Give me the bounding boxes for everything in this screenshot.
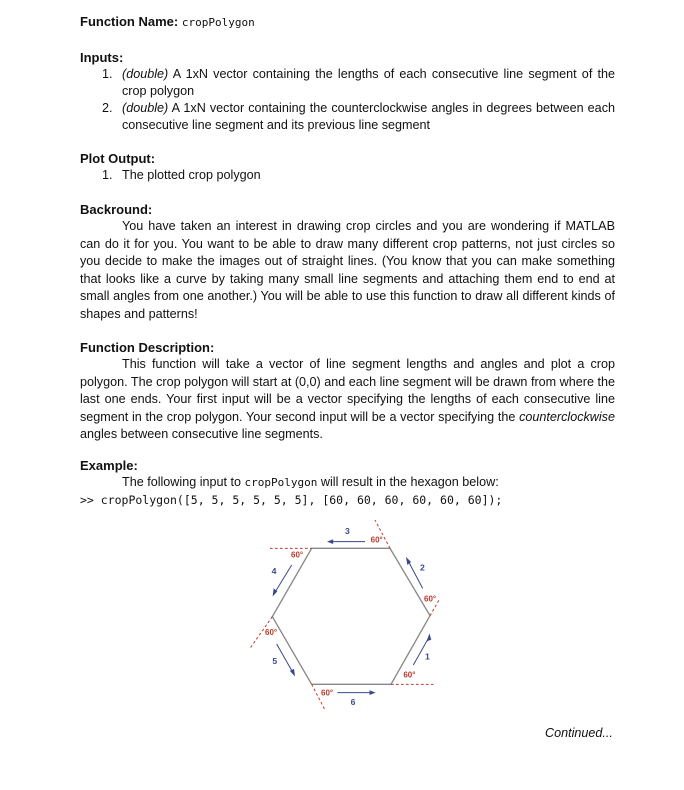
plot-output-heading: Plot Output: bbox=[80, 151, 156, 166]
segment-label-4: 4 bbox=[271, 566, 277, 576]
description-heading: Function Description: bbox=[80, 340, 215, 355]
hexagon-outline bbox=[272, 548, 430, 684]
hexagon-diagram bbox=[240, 520, 440, 710]
item-text: A 1xN vector containing the lengths of each consecutive line segment of the crop polygon bbox=[122, 67, 615, 98]
angle-labels bbox=[265, 536, 436, 698]
input-item-2 bbox=[102, 100, 615, 134]
item-text: The plotted crop polygon bbox=[122, 168, 261, 182]
item-text: A 1xN vector containing the counterclockwise angles in degrees between each consecutive line segment and its previous line segment bbox=[122, 101, 615, 132]
function-name-label: Function Name: bbox=[80, 14, 179, 29]
continued-note: Continued... bbox=[545, 726, 613, 740]
angle-label: 60° bbox=[291, 550, 304, 560]
intro-text-end: will result in the hexagon below: bbox=[317, 475, 499, 489]
emphasis: counterclockwise bbox=[519, 409, 615, 424]
example-intro bbox=[122, 475, 499, 489]
segment-label-5: 5 bbox=[272, 656, 278, 666]
type-label: (double) bbox=[122, 101, 169, 115]
intro-code: cropPolygon bbox=[244, 476, 318, 489]
background-heading: Backround: bbox=[80, 202, 153, 217]
segment-label-2: 2 bbox=[420, 562, 425, 573]
description-text: This function will take a vector of line segment lengths and angles and plot a crop polygon. The crop polygon will start at (0,0) and each line segment will be drawn from where the last one ends. Your first input will be a vector specifying the lengths of each consecutive line segment in the crop polygon. Your second input will be a vector specifying the bbox=[80, 357, 615, 424]
item-number: 2. bbox=[102, 101, 113, 115]
angle-label: 60° bbox=[403, 670, 416, 680]
type-label: (double) bbox=[122, 67, 169, 81]
angle-label: 60° bbox=[265, 628, 278, 637]
angle-label: 60° bbox=[370, 535, 383, 545]
example-code: >> cropPolygon([5, 5, 5, 5, 5, 5], [60, 60, 60, 60, 60, 60]); bbox=[80, 493, 503, 507]
input-item-1 bbox=[102, 66, 615, 100]
item-number: 1. bbox=[102, 168, 113, 182]
segment-label-1: 1 bbox=[425, 651, 430, 662]
example-heading: Example: bbox=[80, 458, 138, 473]
background-paragraph bbox=[80, 218, 615, 323]
description-paragraph bbox=[80, 356, 615, 444]
angle-label: 60° bbox=[424, 594, 437, 604]
function-name-line bbox=[80, 14, 255, 29]
background-text: You have taken an interest in drawing crop circles and you are wondering if MATLAB can do it for you. You want to be able to draw many different crop patterns, not just circles so you decide to make the images out of straight lines. (You know that you can make something that looks like a curve by taking many small line segments and attaching them end to end at small angles from one another.) You will be able to use this function to draw all different kinds of shapes and patterns! bbox=[80, 219, 615, 321]
segment-label-3: 3 bbox=[345, 526, 350, 536]
intro-text: The following input to bbox=[122, 475, 245, 489]
segment-label-6: 6 bbox=[350, 697, 356, 707]
plot-output-item-1 bbox=[102, 167, 615, 184]
function-name-value: cropPolygon bbox=[181, 16, 255, 29]
inputs-heading: Inputs: bbox=[80, 50, 124, 65]
description-text-end: angles between consecutive line segments. bbox=[80, 427, 323, 441]
angle-label: 60° bbox=[321, 688, 334, 698]
item-number: 1. bbox=[102, 67, 113, 81]
